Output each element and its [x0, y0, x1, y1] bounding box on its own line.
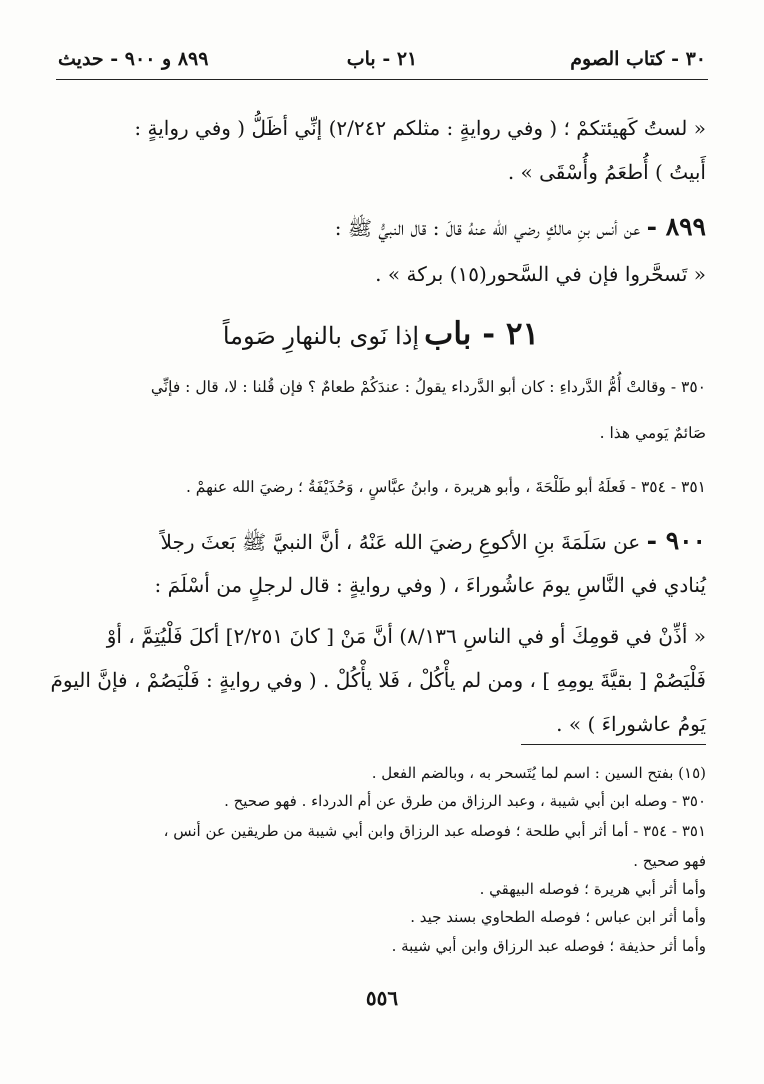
header-chapter: ٢١ - باب [346, 48, 418, 70]
footnote-350: ٣٥٠ - وصله ابن أبي شيبة ، وعبد الرزاق من طرق عن أم الدرداء . فهو صحيح . [224, 792, 706, 810]
hadith-900-line-5: يَومُ عاشوراءَ ) » . [556, 712, 706, 736]
hadith-899-line-1 [56, 212, 706, 245]
footnote-abu-hurayrah: وأما أثر أبي هريرة ؛ فوصله البيهقي . [479, 880, 706, 898]
running-header [58, 48, 706, 74]
header-book-title: ٣٠ - كتاب الصوم [570, 48, 706, 70]
footnote-351-354-cont: فهو صحيح . [633, 852, 706, 870]
footnote-351-354: ٣٥١ - ٣٥٤ - أما أثر أبي طلحة ؛ فوصله عبد الرزاق وابن أبي شيبة من طريقين عن أنس ، [163, 822, 706, 840]
athar-350-line-1: ٣٥٠ - وقالتْ أُمُّ الدَّرداءِ : كان أبو الدَّرداء يقولُ : عندَكُمْ طعامٌ ؟ فإن قُلنا : لا، قال : فإنِّي [150, 378, 706, 396]
footnote-hudhayfah: وأما أثر حذيفة ؛ فوصله عبد الرزاق وابن أبي شيبة . [391, 937, 706, 955]
footnote-ibn-abbas: وأما أثر ابن عباس ؛ فوصله الطحاوي بسند جيد . [410, 908, 706, 926]
hadith-900-text: عن سَلَمَةَ بنِ الأكوعِ رضيَ الله عَنْهُ ، أنَّ النبيَّ ﷺ بَعثَ رجلاً [160, 530, 641, 554]
hadith-898-line-2: أَبيتُ ) أُطعَمُ وأُسْقَى » . [507, 160, 706, 184]
footnote-15: (١٥) بفتح السين : اسم لما يُتَسحر به ، وبالضم الفعل . [371, 764, 706, 782]
hadith-900-line-1 [56, 526, 706, 559]
hadith-900-line-4: فَلْيَصُمْ [ بقيَّةَ يومِهِ ] ، ومن لم يأْكُلْ ، فَلا يأْكُلْ . ( وفي روايةٍ : فَلْيَصُمْ ، فإنَّ اليومَ [50, 668, 706, 692]
header-hadith-range: ٨٩٩ و ٩٠٠ - حديث [58, 48, 209, 70]
hadith-898-line-1: « لستُ كَهيئتكمْ ؛ ( وفي روايةٍ : مثلكم ٢/٢٤٢) إنِّي أظَلُّ ( وفي روايةٍ : [134, 116, 706, 140]
athar-351-354: ٣٥١ - ٣٥٤ - فَعلَهُ أبو طَلْحَةَ ، وأبو هريرة ، وابنُ عبَّاسٍ ، وَحُذَيْفَةُ ؛ رضيَ الله عنهمْ . [185, 478, 706, 496]
chapter-title: إذا نَوى بالنهارِ صَوماً [222, 322, 420, 350]
hadith-899-line-2: « تَسحَّروا فإن في السَّحور(١٥) بركة » . [375, 262, 706, 286]
hadith-900-line-2: يُنادي في النَّاسِ يومَ عاشُوراءَ ، ( وفي روايةٍ : قال لرجلٍ من أسْلَمَ : [154, 573, 706, 597]
chapter-number: ٢١ - باب [424, 316, 540, 352]
page-number: ٥٥٦ [365, 986, 399, 1010]
chapter-heading [56, 316, 706, 352]
hadith-899-number: ٨٩٩ - [646, 212, 706, 241]
hadith-899-text: عن أنس بنِ مالكٍ رضي الله عنهُ قالَ : قال النبيُّ ﷺ : [334, 216, 641, 240]
hadith-900-line-3: « أذِّنْ في قومِكَ أو في الناسِ ٨/١٣٦) أنَّ مَنْ [ كانَ ٢/٢٥١] أكلَ فَلْيُتِمَّ ، أوْ [106, 624, 706, 648]
header-divider [56, 79, 708, 80]
hadith-900-number: ٩٠٠ - [646, 526, 706, 555]
footnote-divider [521, 744, 706, 745]
athar-350-line-2: صَائمٌ يَومي هذا . [599, 424, 706, 442]
